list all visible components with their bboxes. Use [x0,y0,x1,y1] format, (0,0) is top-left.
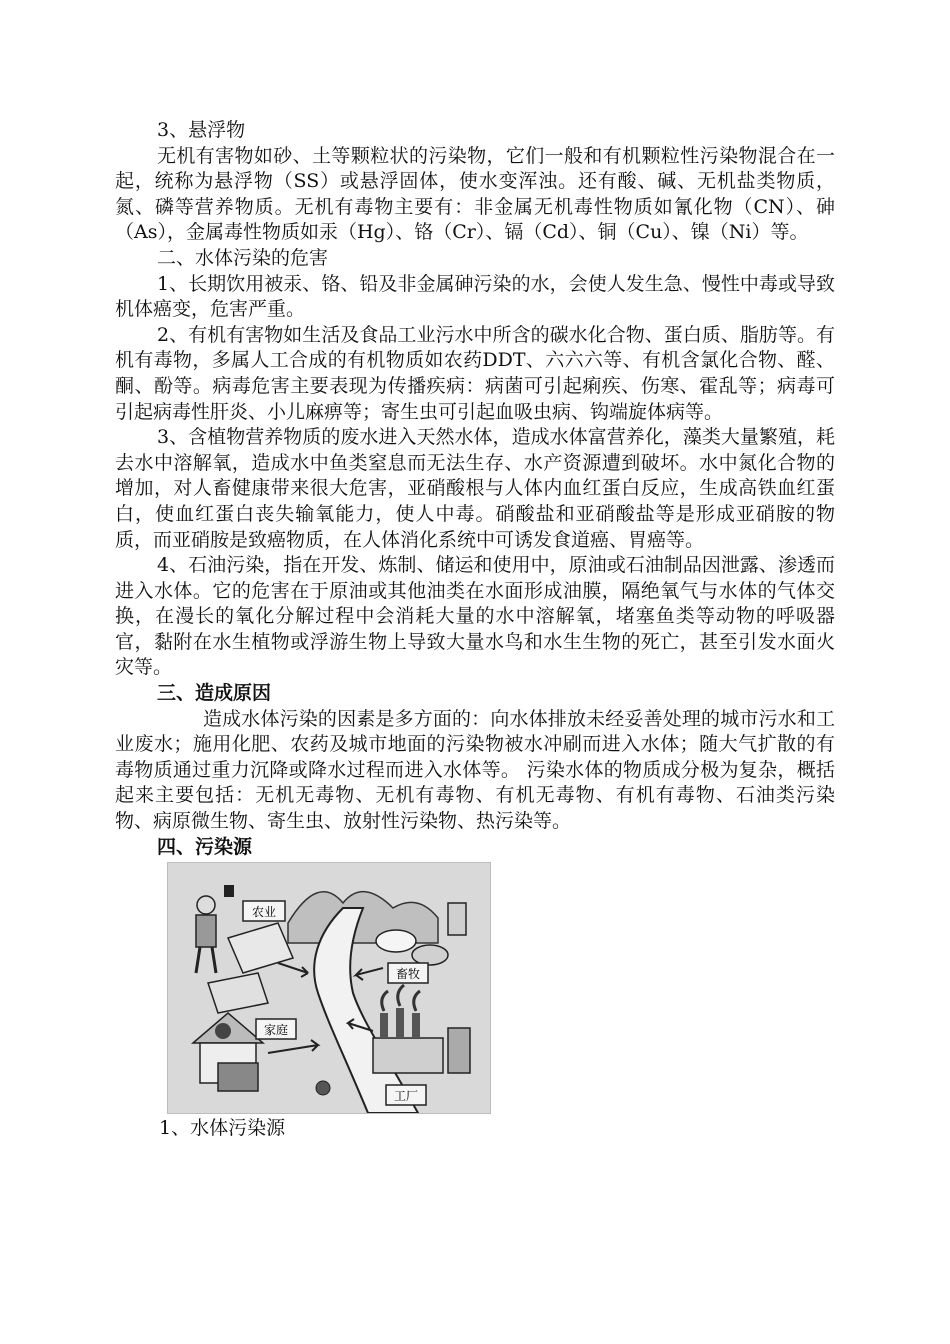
arrow-icon [356,968,383,980]
farmer-figure [196,885,234,973]
livestock-label: 畜牧 [395,967,421,982]
paragraph-hazard-4: 4、石油污染，指在开发、炼制、储运和使用中，原油或石油制品因泄露、渗透而进入水体。它的危害在于原油或其他油类在水面形成油膜，隔绝氧气与水体的气体交换，在漫长的氧化分解过程中会消耗大量的水中溶解氧，堵塞鱼类等动物的呼吸器官，黏附在水生植物或浮游生物上导致大量水鸟和水生生物的死亡，甚至引发水面火灾等。 [115,554,835,679]
cow-figure [376,930,416,952]
document-page [115,118,835,1142]
factory-figure [373,985,470,1073]
mountains-drawing [288,892,438,943]
paragraph-hazard-1: 1、长期饮用被汞、铬、铅及非金属砷污染的水，会使人发生急、慢性中毒或导致机体癌变，危害严重。 [115,272,835,321]
paragraph-causes: 造成水体污染的因素是多方面的：向水体排放未经妥善处理的城市污水和工业废水；施用化肥、农药及城市地面的污染物被水冲刷而进入水体；随大气扩散的有毒物质通过重力沉降或降水过程而进入水体等。 污染水体的物质成分极为复杂，概括起来主要包括：无机无毒物、无机有毒物、有机无毒物、有机有毒物、石油类污染物、病原微生物、寄生虫、放射性污染物、热污染等。 [115,707,835,833]
debris-drawing [316,1081,330,1095]
factory-label: 工厂 [393,1089,419,1104]
paragraph-hazard-3: 3、含植物营养物质的废水进入天然水体，造成水体富营养化，藻类大量繁殖，耗去水中溶解氧，造成水中鱼类窒息而无法生存、水产资源遭到破坏。水中氮化合物的增加，对人畜健康带来很大危害，亚硝酸根与人体内血红蛋白反应，生成高铁血红蛋白，使血红蛋白丧失输氧能力，使人中毒。硝酸盐和亚硝酸盐等是形成亚硝胺的物质，而亚硝胺是致癌物质，在人体消化系统中可诱发食道癌、胃癌等。 [115,426,835,551]
silo-drawing [448,903,466,935]
field-drawing [208,973,268,1013]
paragraph-hazard-2: 2、有机有害物如生活及食品工业污水中所含的碳水化合物、蛋白质、脂肪等。有机有毒物，多属人工合成的有机物质如农药DDT、六六六等、有机含氯化合物、醛、酮、酚等。病毒危害主要表现为传播疾病：病菌可引起痢疾、伤寒、霍乱等；病毒可引起病毒性肝炎、小儿麻痹等；寄生虫可引起血吸虫病、钩端旋体病等。 [115,323,835,423]
house-figure [193,1013,263,1091]
farm-label: 农业 [251,905,277,920]
pollution-sources-illustration [167,862,491,1114]
arrow-icon [268,1040,318,1053]
home-label: 家庭 [263,1023,289,1038]
paragraph-suspended-matter: 无机有害物如砂、土等颗粒状的污染物，它们一般和有机颗粒性污染物混合在一起，统称为悬浮物（SS）或悬浮固体，使水变浑浊。还有酸、碱、无机盐类物质，氮、磷等营养物质。无机有毒物主要有：非金属无机毒性物质如氰化物（CN）、砷（As），金属毒性物质如汞（Hg）、铬（Cr）、镉（Cd）、铜（Cu）、镍（Ni）等。 [115,144,835,244]
figure-caption: 1、水体污染源 [159,1117,286,1140]
section-heading-suspended-matter: 3、悬浮物 [157,119,246,141]
pig-figure [412,945,448,965]
arrow-icon [278,963,308,977]
section-heading-pollution-sources: 四、污染源 [157,835,253,858]
section-heading-hazards: 二、水体污染的危害 [157,246,329,269]
section-heading-causes: 三、造成原因 [157,682,272,705]
pollution-sources-drawing [168,863,490,1113]
